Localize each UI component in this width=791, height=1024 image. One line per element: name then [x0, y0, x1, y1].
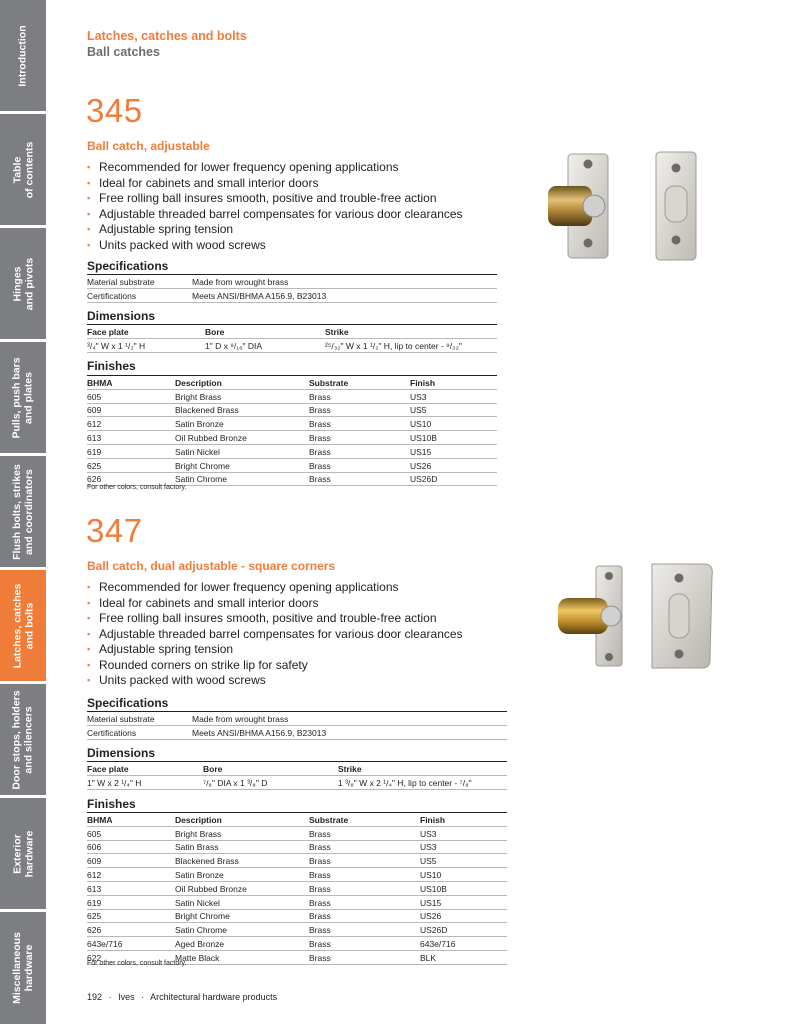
table-header-row [87, 376, 497, 390]
cell: US15 [420, 895, 507, 909]
cell: Brass [309, 937, 420, 951]
table-row [87, 868, 507, 882]
cell: 619 [87, 444, 175, 458]
column-header: Finish [420, 813, 507, 827]
cell: Brass [309, 881, 420, 895]
feature-item: ▪ Ideal for cabinets and small interior doors [87, 176, 463, 192]
category-title: Latches, catches and bolts [87, 29, 247, 43]
spec-value: Meets ANSI/BHMA A156.9, B23013 [192, 725, 507, 739]
product-photo-347 [548, 560, 720, 672]
table-row [87, 417, 497, 431]
dimensions-table [87, 324, 497, 353]
table-row [87, 712, 507, 726]
ball [601, 606, 621, 626]
tab-latches-catches-bolts[interactable] [0, 570, 46, 681]
specifications-table [87, 711, 507, 740]
section-sidebar [0, 0, 46, 1024]
cell: US10B [420, 881, 507, 895]
tab-label: Introduction [17, 24, 29, 87]
tab-label: Door stops, holders [11, 689, 23, 790]
cell: 626 [87, 472, 175, 486]
feature-item: ▪ Free rolling ball insures smooth, positive and trouble-free action [87, 191, 463, 207]
dimension-value: ³/₄" W x 1 ¹/₂" H [87, 338, 205, 352]
cell: 613 [87, 881, 175, 895]
table-row [87, 775, 507, 789]
tab-label: Latches, catches [11, 583, 24, 668]
cell: Brass [309, 826, 420, 840]
product-title: Ball catch, dual adjustable - square corners [87, 559, 336, 573]
feature-item: ▪ Rounded corners on strike lip for safety [87, 658, 463, 674]
finishes-note: For other colors, consult factory. [87, 960, 187, 967]
tab-label: hardware [23, 944, 35, 992]
tab-pulls-push-bars[interactable] [0, 342, 46, 453]
table-row [87, 458, 497, 472]
table-row [87, 881, 507, 895]
tab-hinges-and-pivots[interactable] [0, 228, 46, 339]
dimensions-heading: Dimensions [87, 746, 156, 760]
finishes-heading: Finishes [87, 359, 136, 373]
cell: 612 [87, 868, 175, 882]
cell: Oil Rubbed Bronze [175, 881, 309, 895]
feature-item: ▪ Recommended for lower frequency opening applications [87, 580, 463, 596]
cell: Satin Bronze [175, 868, 309, 882]
dimension-value: 1" W x 2 ¹/₄" H [87, 775, 203, 789]
specifications-heading: Specifications [87, 696, 169, 710]
cell: Satin Chrome [175, 923, 309, 937]
specifications-table [87, 274, 497, 303]
cell: 643e/716 [420, 937, 507, 951]
cell: 643e/716 [87, 937, 175, 951]
spec-label: Material substrate [87, 275, 192, 289]
column-header: Face plate [87, 762, 203, 776]
column-header: Strike [325, 325, 497, 339]
cell: 605 [87, 826, 175, 840]
table-header-row [87, 325, 497, 339]
feature-list [87, 580, 463, 689]
dimensions-table [87, 761, 507, 790]
cell: Brass [309, 854, 420, 868]
screw-hole [605, 653, 613, 661]
cell: Blackened Brass [175, 403, 309, 417]
cell: Brass [309, 909, 420, 923]
feature-item: ▪ Units packed with wood screws [87, 238, 463, 254]
tab-exterior-hardware[interactable] [0, 798, 46, 909]
cell: 625 [87, 909, 175, 923]
tab-label: and pivots [23, 257, 36, 310]
column-header: Face plate [87, 325, 205, 339]
table-row [87, 275, 497, 289]
table-row [87, 826, 507, 840]
cell: Brass [309, 868, 420, 882]
tab-flush-bolts[interactable] [0, 456, 46, 567]
product-title: Ball catch, adjustable [87, 139, 210, 153]
cell: Bright Brass [175, 389, 309, 403]
cell: Satin Brass [175, 840, 309, 854]
tab-label: of contents [23, 141, 35, 198]
feature-item: ▪ Units packed with wood screws [87, 673, 463, 689]
cell: Bright Brass [175, 826, 309, 840]
cell: Satin Nickel [175, 895, 309, 909]
cell: US3 [420, 840, 507, 854]
table-row [87, 895, 507, 909]
dimension-value: 1" D x ⁹/₁₆" DIA [205, 338, 325, 352]
tab-label: Pulls, push bars [11, 356, 24, 439]
table-header-row [87, 762, 507, 776]
tab-label: and bolts [23, 602, 36, 649]
model-number: 347 [86, 512, 143, 549]
cell: US26D [420, 923, 507, 937]
cell: Brass [309, 895, 420, 909]
cell: 625 [87, 458, 175, 472]
spec-label: Certifications [87, 725, 192, 739]
cell: Matte Black [175, 950, 309, 964]
table-row [87, 909, 507, 923]
cell: 606 [87, 840, 175, 854]
tab-label: Exterior [11, 833, 23, 874]
cell: Brass [309, 472, 410, 486]
cell: 613 [87, 431, 175, 445]
cell: 605 [87, 389, 175, 403]
screw-hole [672, 164, 681, 173]
cell: BLK [420, 950, 507, 964]
column-header: Substrate [309, 813, 420, 827]
cell: Bright Chrome [175, 458, 309, 472]
footer-brand: Ives [118, 992, 135, 1002]
cell: US5 [410, 403, 497, 417]
feature-list [87, 160, 463, 253]
cell: Bright Chrome [175, 909, 309, 923]
table-row [87, 725, 507, 739]
table-row [87, 403, 497, 417]
finishes-note: For other colors, consult factory. [87, 484, 187, 491]
cell: Brass [309, 923, 420, 937]
tab-label: and plates [23, 371, 36, 424]
column-header: Finish [410, 376, 497, 390]
tab-introduction[interactable] [0, 0, 46, 111]
table-row [87, 444, 497, 458]
dimension-value: ⁷/₈" DIA x 1 ³/₈" D [203, 775, 338, 789]
table-row [87, 937, 507, 951]
cell: Brass [309, 431, 410, 445]
cell: Satin Nickel [175, 444, 309, 458]
feature-item: ▪ Adjustable threaded barrel compensates for various door clearances [87, 627, 463, 643]
screw-hole [672, 236, 681, 245]
column-header: Description [175, 376, 309, 390]
spec-label: Certifications [87, 288, 192, 302]
tab-miscellaneous-hardware[interactable] [0, 912, 46, 1024]
column-header: Description [175, 813, 309, 827]
screw-hole [584, 160, 593, 169]
tab-label: Hinges [11, 265, 24, 302]
finishes-table [87, 375, 497, 486]
feature-item: ▪ Adjustable spring tension [87, 222, 463, 238]
model-number: 345 [86, 92, 143, 129]
cell: Brass [309, 417, 410, 431]
cell: Brass [309, 840, 420, 854]
table-row [87, 288, 497, 302]
feature-item: ▪ Free rolling ball insures smooth, positive and trouble-free action [87, 611, 463, 627]
cell: 609 [87, 403, 175, 417]
strike-opening [669, 594, 689, 638]
cell: 609 [87, 854, 175, 868]
page-number: 192 [87, 992, 103, 1002]
tab-label: hardware [23, 830, 35, 877]
cell: 619 [87, 895, 175, 909]
column-header: Substrate [309, 376, 410, 390]
column-header: Strike [338, 762, 507, 776]
ball [583, 195, 605, 217]
cell: US10B [410, 431, 497, 445]
cell: US5 [420, 854, 507, 868]
cell: US10 [410, 417, 497, 431]
cell: US3 [420, 826, 507, 840]
screw-hole [584, 239, 593, 248]
cell: 622 [87, 950, 175, 964]
feature-item: ▪ Adjustable spring tension [87, 642, 463, 658]
cell: Brass [309, 444, 410, 458]
cell: Satin Bronze [175, 417, 309, 431]
tab-label: Miscellaneous [11, 932, 23, 1004]
cell: US26 [420, 909, 507, 923]
dimension-value: 1 ³/₈" W x 2 ¹/₄" H, lip to center - ⁷/₈" [338, 775, 507, 789]
product-photo-345 [540, 148, 715, 266]
column-header: Bore [203, 762, 338, 776]
specifications-heading: Specifications [87, 259, 169, 273]
cell: US3 [410, 389, 497, 403]
table-row [87, 854, 507, 868]
finishes-heading: Finishes [87, 797, 136, 811]
column-header: Bore [205, 325, 325, 339]
cell: Aged Bronze [175, 937, 309, 951]
screw-hole [605, 572, 613, 580]
screw-hole [675, 574, 684, 583]
footer-separator: · [108, 992, 112, 1002]
spec-value: Made from wrought brass [192, 275, 497, 289]
spec-value: Meets ANSI/BHMA A156.9, B23013 [192, 288, 497, 302]
footer-title: Architectural hardware products [150, 992, 278, 1002]
cell: 626 [87, 923, 175, 937]
cell: US26D [410, 472, 497, 486]
cell: US26 [410, 458, 497, 472]
column-header: BHMA [87, 376, 175, 390]
cell: US15 [410, 444, 497, 458]
tab-label: Table [11, 156, 23, 183]
table-row [87, 389, 497, 403]
tab-label: and silencers [23, 705, 35, 774]
cell: Oil Rubbed Bronze [175, 431, 309, 445]
tab-table-of-contents[interactable] [0, 114, 46, 225]
feature-item: ▪ Adjustable threaded barrel compensates for various door clearances [87, 207, 463, 223]
table-row [87, 840, 507, 854]
screw-hole [675, 650, 684, 659]
tab-label: Flush bolts, strikes [11, 463, 24, 560]
table-row [87, 338, 497, 352]
spec-label: Material substrate [87, 712, 192, 726]
spec-value: Made from wrought brass [192, 712, 507, 726]
cell: Brass [309, 458, 410, 472]
cell: US10 [420, 868, 507, 882]
footer-separator: · [141, 992, 145, 1002]
table-row [87, 431, 497, 445]
table-row [87, 923, 507, 937]
cell: Satin Chrome [175, 472, 309, 486]
page-footer [87, 992, 277, 1002]
cell: Brass [309, 403, 410, 417]
finishes-table [87, 812, 507, 965]
cell: Brass [309, 389, 410, 403]
tab-door-stops[interactable] [0, 684, 46, 795]
tab-label: and coordinators [23, 468, 36, 555]
dimension-value: ²⁵/₃₂" W x 1 ¹/₂" H, lip to center - ⁹/₃₂" [325, 338, 497, 352]
column-header: BHMA [87, 813, 175, 827]
feature-item: ▪ Ideal for cabinets and small interior doors [87, 596, 463, 612]
subcategory-title: Ball catches [87, 45, 160, 59]
cell: Brass [309, 950, 420, 964]
cell: Blackened Brass [175, 854, 309, 868]
cell: 612 [87, 417, 175, 431]
feature-item: ▪ Recommended for lower frequency opening applications [87, 160, 463, 176]
table-header-row [87, 813, 507, 827]
strike-opening [665, 186, 687, 222]
dimensions-heading: Dimensions [87, 309, 156, 323]
